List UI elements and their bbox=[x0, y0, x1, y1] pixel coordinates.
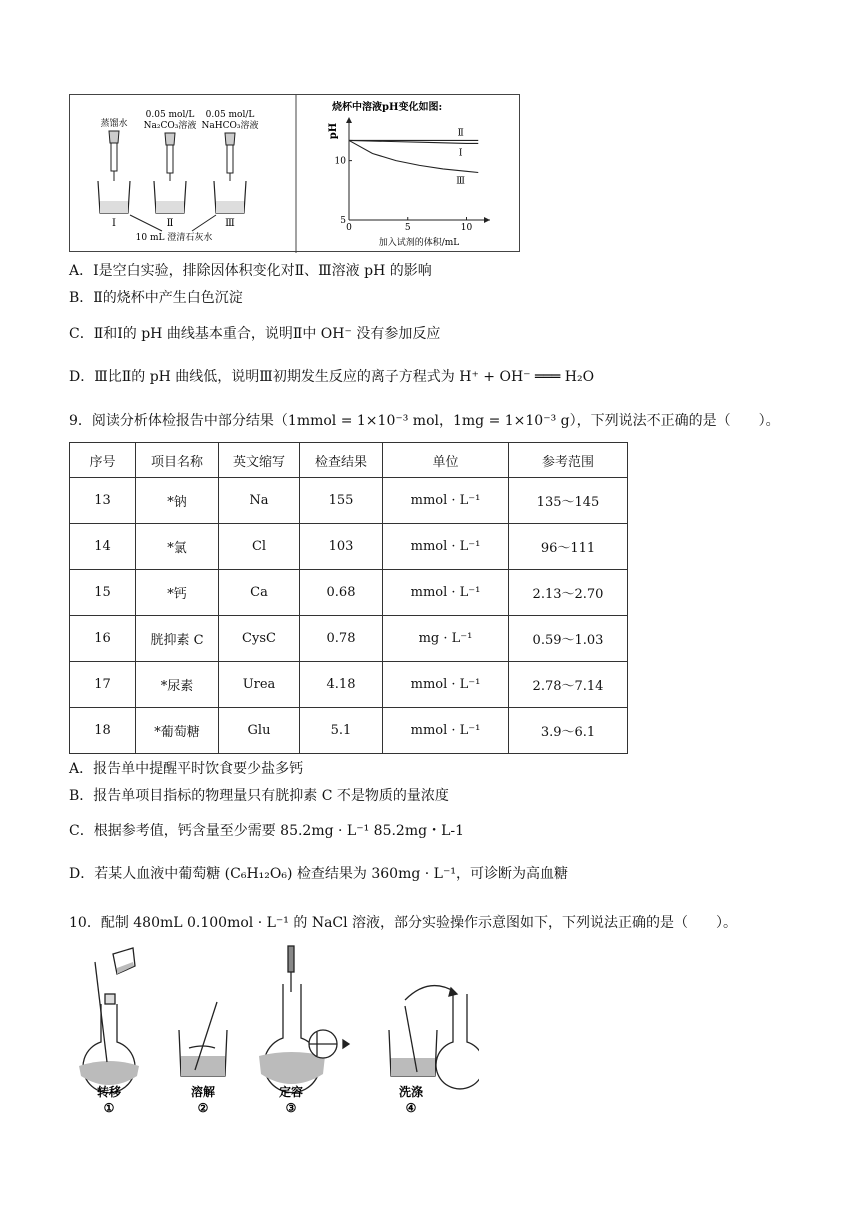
col-header: 参考范围 bbox=[509, 443, 628, 478]
table-cell: 4.18 bbox=[300, 662, 383, 708]
table-cell: Urea bbox=[219, 662, 300, 708]
col-header: 序号 bbox=[70, 443, 136, 478]
q8-option-c: C．Ⅱ和Ⅰ的 pH 曲线基本重合，说明Ⅱ中 OH⁻ 没有参加反应 bbox=[69, 326, 441, 342]
table-cell: mmol · L⁻¹ bbox=[383, 478, 509, 524]
step-1-name: 转移 bbox=[96, 1085, 122, 1099]
table-cell: CysC bbox=[219, 616, 300, 662]
x-axis-label: 加入试剂的体积/mL bbox=[378, 238, 460, 248]
series-label: Ⅲ bbox=[456, 176, 465, 187]
table-cell: *钠 bbox=[136, 478, 219, 524]
q8-figure bbox=[69, 94, 520, 252]
table-cell: 3.9～6.1 bbox=[509, 708, 628, 754]
step-4-num: ④ bbox=[405, 1101, 417, 1115]
y-tick-label: 10 bbox=[334, 156, 346, 167]
table-cell: 16 bbox=[70, 616, 136, 662]
y-axis-arrow bbox=[346, 117, 352, 123]
series-label: Ⅰ bbox=[458, 148, 463, 159]
table-row bbox=[70, 662, 628, 708]
beaker-1-reagent: 蒸馏水 bbox=[100, 119, 128, 129]
beaker-3-reagent: NaHCO₃溶液 bbox=[201, 121, 259, 131]
step-2-num: ② bbox=[197, 1101, 209, 1115]
x-tick-label: 0 bbox=[346, 223, 352, 233]
step-1-num: ① bbox=[103, 1101, 115, 1115]
table-row bbox=[70, 616, 628, 662]
table-cell: 5.1 bbox=[300, 708, 383, 754]
fix-volume-illustration bbox=[259, 946, 349, 1093]
table-cell: 胱抑素 C bbox=[136, 616, 219, 662]
q8-option-b: B．Ⅱ的烧杯中产生白色沉淀 bbox=[69, 290, 243, 306]
q9-option-c: C．根据参考值，钙含量至少需要 85.2mg · L⁻¹ 85.2mg・L-1 bbox=[69, 823, 465, 839]
dissolve-illustration bbox=[179, 1002, 227, 1076]
q9-option-d: D．若某人血液中葡萄糖 (C₆H₁₂O₆) 检查结果为 360mg · L⁻¹，可诊断为高血糖 bbox=[69, 866, 568, 882]
col-header: 项目名称 bbox=[136, 443, 219, 478]
table-cell: 135～145 bbox=[509, 478, 628, 524]
table-header-row bbox=[70, 443, 628, 478]
report-table bbox=[69, 442, 628, 754]
col-header: 单位 bbox=[383, 443, 509, 478]
step-3-num: ③ bbox=[285, 1101, 297, 1115]
col-header: 英文缩写 bbox=[219, 443, 300, 478]
q10-stem: 10．配制 480mL 0.100mol · L⁻¹ 的 NaCl 溶液，部分实验操作示意图如下，下列说法正确的是（ ）。 bbox=[69, 915, 738, 931]
q9-option-a: A．报告单中提醒平时饮食要少盐多钙 bbox=[69, 761, 304, 777]
table-cell: 0.68 bbox=[300, 570, 383, 616]
beaker-3-conc: 0.05 mol/L bbox=[205, 110, 255, 120]
x-tick-label: 5 bbox=[404, 223, 411, 233]
table-row bbox=[70, 478, 628, 524]
step-4-name: 洗涤 bbox=[398, 1085, 424, 1099]
table-cell: 17 bbox=[70, 662, 136, 708]
table-cell: *葡萄糖 bbox=[136, 708, 219, 754]
table-cell: Ca bbox=[219, 570, 300, 616]
table-cell: 0.78 bbox=[300, 616, 383, 662]
y-tick-label: 5 bbox=[340, 216, 346, 226]
series-label: Ⅱ bbox=[457, 128, 464, 139]
y-axis-label: pH bbox=[328, 122, 339, 140]
table-row bbox=[70, 524, 628, 570]
beaker-3-label: Ⅲ bbox=[225, 218, 235, 229]
table-row bbox=[70, 708, 628, 754]
beakers bbox=[98, 181, 246, 213]
beaker-2-conc: 0.05 mol/L bbox=[145, 110, 195, 120]
fig8-caption: 10 mL 澄清石灰水 bbox=[135, 233, 213, 243]
x-axis-arrow bbox=[484, 217, 490, 223]
table-cell: 13 bbox=[70, 478, 136, 524]
table-cell: 96～111 bbox=[509, 524, 628, 570]
table-cell: 14 bbox=[70, 524, 136, 570]
q8-option-a: A．Ⅰ是空白实验，排除因体积变化对Ⅱ、Ⅲ溶液 pH 的影响 bbox=[69, 263, 432, 279]
transfer-illustration bbox=[79, 948, 139, 1093]
ph-chart bbox=[335, 117, 490, 233]
table-cell: 2.78～7.14 bbox=[509, 662, 628, 708]
table-cell: Na bbox=[219, 478, 300, 524]
table-cell: mmol · L⁻¹ bbox=[383, 708, 509, 754]
beaker-1-label: Ⅰ bbox=[112, 218, 116, 229]
table-cell: mmol · L⁻¹ bbox=[383, 662, 509, 708]
step-2-name: 溶解 bbox=[190, 1085, 216, 1099]
wash-illustration bbox=[389, 986, 479, 1089]
table-cell: 155 bbox=[300, 478, 383, 524]
q9-stem: 9．阅读分析体检报告中部分结果（1mmol = 1×10⁻³ mol，1mg = 1×10⁻³ g），下列说法不正确的是（ ）。 bbox=[69, 413, 780, 429]
x-tick-label: 10 bbox=[460, 223, 473, 233]
beaker-2-label: Ⅱ bbox=[166, 218, 174, 229]
table-cell: mmol · L⁻¹ bbox=[383, 524, 509, 570]
table-cell: 18 bbox=[70, 708, 136, 754]
table-cell: mmol · L⁻¹ bbox=[383, 570, 509, 616]
droppers bbox=[109, 131, 235, 181]
chart-title: 烧杯中溶液pH变化如图: bbox=[332, 102, 443, 113]
q10-figure bbox=[69, 944, 479, 1116]
table-cell: *钙 bbox=[136, 570, 219, 616]
table-row bbox=[70, 570, 628, 616]
table-cell: Glu bbox=[219, 708, 300, 754]
table-cell: 2.13～2.70 bbox=[509, 570, 628, 616]
q8-option-d: D．Ⅲ比Ⅱ的 pH 曲线低，说明Ⅲ初期发生反应的离子方程式为 H⁺ + OH⁻ ═══ H₂O bbox=[69, 369, 595, 385]
table-cell: mg · L⁻¹ bbox=[383, 616, 509, 662]
table-cell: *尿素 bbox=[136, 662, 219, 708]
step-3-name: 定容 bbox=[278, 1085, 304, 1099]
q9-option-b: B．报告单项目指标的物理量只有胱抑素 C 不是物质的量浓度 bbox=[69, 788, 449, 804]
table-cell: Cl bbox=[219, 524, 300, 570]
table-cell: 0.59～1.03 bbox=[509, 616, 628, 662]
table-cell: 15 bbox=[70, 570, 136, 616]
col-header: 检查结果 bbox=[300, 443, 383, 478]
table-cell: *氯 bbox=[136, 524, 219, 570]
table-cell: 103 bbox=[300, 524, 383, 570]
beaker-2-reagent: Na₂CO₃溶液 bbox=[143, 121, 197, 131]
